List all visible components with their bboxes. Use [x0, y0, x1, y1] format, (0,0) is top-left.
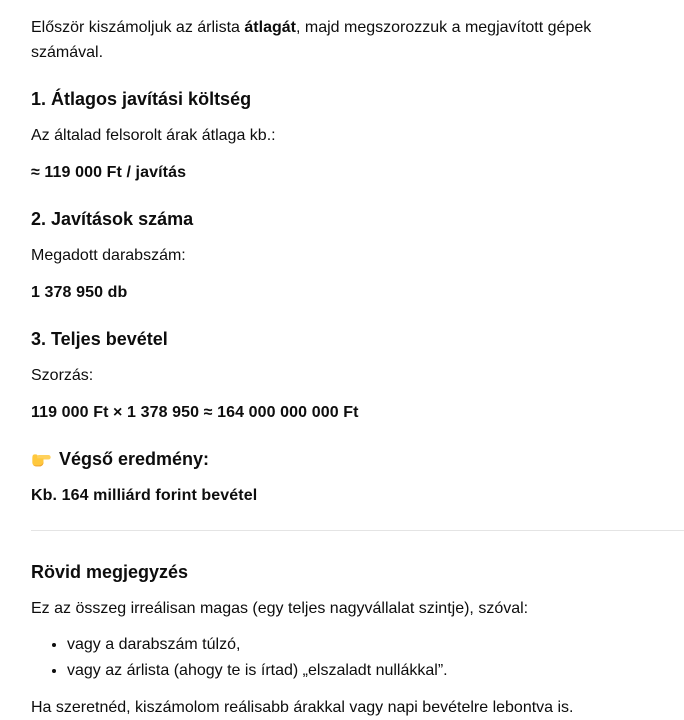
section-3-heading: 3. Teljes bevétel — [31, 329, 168, 349]
list-item: • vagy a darabszám túlzó, — [67, 633, 664, 657]
note-heading: Rövid megjegyzés — [31, 562, 189, 582]
section-1-heading: 1. Átlagos javítási költség — [31, 89, 252, 109]
final-result-heading — [31, 448, 664, 471]
closing-paragraph: Ha szeretnéd, kiszámolom reálisabb árakkal vagy napi bevételre lebontva is. — [31, 699, 574, 716]
final-result-value: Kb. 164 milliárd forint bevétel — [31, 487, 258, 504]
section-3-value: 119 000 Ft × 1 378 950 ≈ 164 000 000 000 Ft — [31, 404, 359, 421]
section-1-value: ≈ 119 000 Ft / javítás — [31, 164, 187, 181]
section-2-heading: 2. Javítások száma — [31, 209, 194, 229]
final-result-heading-label: Végső eredmény: — [59, 449, 210, 469]
section-2-lead: Megadott darabszám: — [31, 247, 186, 264]
intro-text-bold: átlagát — [244, 19, 296, 36]
note-bullet-list — [31, 633, 664, 683]
section-1-lead: Az általad felsorolt árak átlaga kb.: — [31, 127, 276, 144]
intro-paragraph — [31, 15, 664, 65]
section-3-lead: Szorzás: — [31, 367, 94, 384]
intro-text-after: , majd megszorozzuk a megjavított gépek számával. — [31, 19, 592, 61]
backhand-index-pointing-right-icon — [31, 449, 52, 470]
intro-text-before: Először kiszámoljuk az árlista — [31, 19, 245, 36]
section-divider — [31, 530, 684, 531]
note-lead: Ez az összeg irreálisan magas (egy teljes nagyvállalat szintje), szóval: — [31, 600, 529, 617]
list-item: • vagy az árlista (ahogy te is írtad) „elszaladt nullákkal”. — [67, 659, 664, 683]
section-2-value: 1 378 950 db — [31, 284, 128, 301]
